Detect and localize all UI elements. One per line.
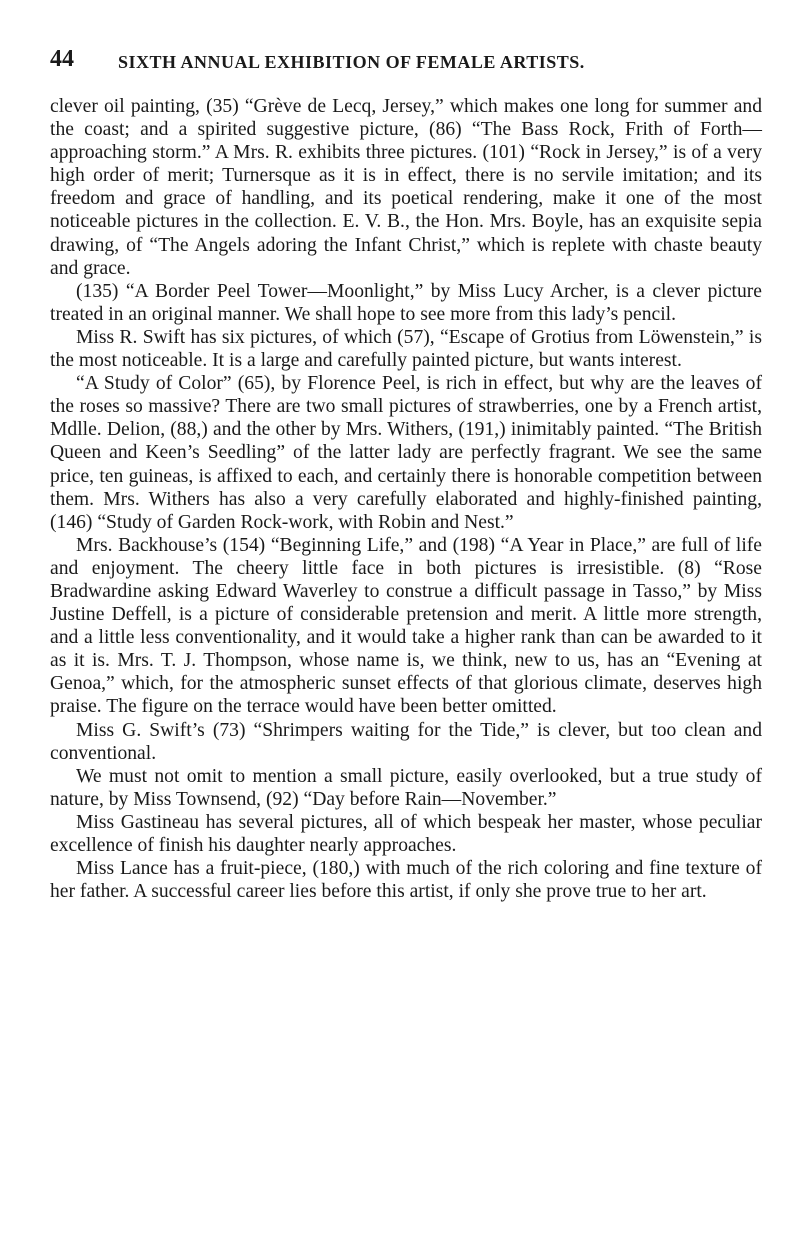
body-text [50, 95, 762, 903]
paragraph: clever oil painting, (35) “Grève de Lecq, Jersey,” which makes one long for summer and the coast; and a spirited suggestive picture, (86) “The Bass Rock, Frith of Forth—approaching storm.” A Mrs. R. exhibits three pictures. (101) “Rock in Jersey,” is of a very high order of merit; Turnersque as it is in effect, there is no servile imitation; and its freedom and grace of handling, and its poetical rendering, make it one of the most noticeable pictures in the collection. E. V. B., the Hon. Mrs. Boyle, has an exquisite sepia drawing, of “The Angels adoring the Infant Christ,” which is replete with chaste beauty and grace. [50, 96, 762, 279]
page-number: 44 [50, 46, 74, 72]
paragraph: (135) “A Border Peel Tower—Moonlight,” by Miss Lucy Archer, is a clever picture treated in an original manner. We shall hope to see more from this lady’s pencil. [50, 280, 762, 325]
paragraph: Miss G. Swift’s (73) “Shrimpers waiting for the Tide,” is clever, but too clean and conventional. [50, 719, 762, 764]
page-header [50, 44, 750, 78]
paragraph: Miss Lance has a fruit-piece, (180,) with much of the rich coloring and fine texture of her father. A successful career lies before this artist, if only she prove true to her art. [50, 858, 762, 903]
paragraph: Mrs. Backhouse’s (154) “Beginning Life,” and (198) “A Year in Place,” are full of life and enjoyment. The cheery little face in both pictures is irresistible. (8) “Rose Bradwardine asking Edward Waverley to construe a difficult passage in Tasso,” by Miss Justine Deffell, is a picture of considerable pretension and merit. A little more strength, and a little less conventionality, and it would take a higher rank than can be awarded to it as it is. Mrs. T. J. Thompson, whose name is, we think, new to us, has an “Evening at Genoa,” which, for the atmospheric sunset effects of that glorious climate, deserves high praise. The figure on the terrace would have been better omitted. [50, 534, 762, 718]
paragraph: Miss R. Swift has six pictures, of which (57), “Escape of Grotius from Löwenstein,” is the most noticeable. It is a large and carefully painted picture, but wants interest. [50, 326, 762, 372]
paragraph: We must not omit to mention a small picture, easily overlooked, but a true study of nature, by Miss Townsend, (92) “Day before Rain—November.” [50, 765, 762, 810]
running-title: SIXTH ANNUAL EXHIBITION OF FEMALE ARTISTS. [118, 52, 585, 72]
paragraph: “A Study of Color” (65), by Florence Peel, is rich in effect, but why are the leaves of the roses so massive? There are two small pictures of strawberries, one by a French artist, Mdlle. Delion, (88,) and the other by Mrs. Withers, (191,) inimitably painted. “The British Queen and Keen’s Seedling” of the latter lady are perfectly fragrant. We see the same price, ten guineas, is affixed to each, and certainly there is honorable competition between them. Mrs. Withers has also a very carefully elaborated and highly-finished painting, (146) “Study of Garden Rock-work, with Robin and Nest.” [50, 373, 762, 533]
paragraph: Miss Gastineau has several pictures, all of which bespeak her master, whose peculiar excellence of finish his daughter nearly approaches. [50, 811, 762, 856]
